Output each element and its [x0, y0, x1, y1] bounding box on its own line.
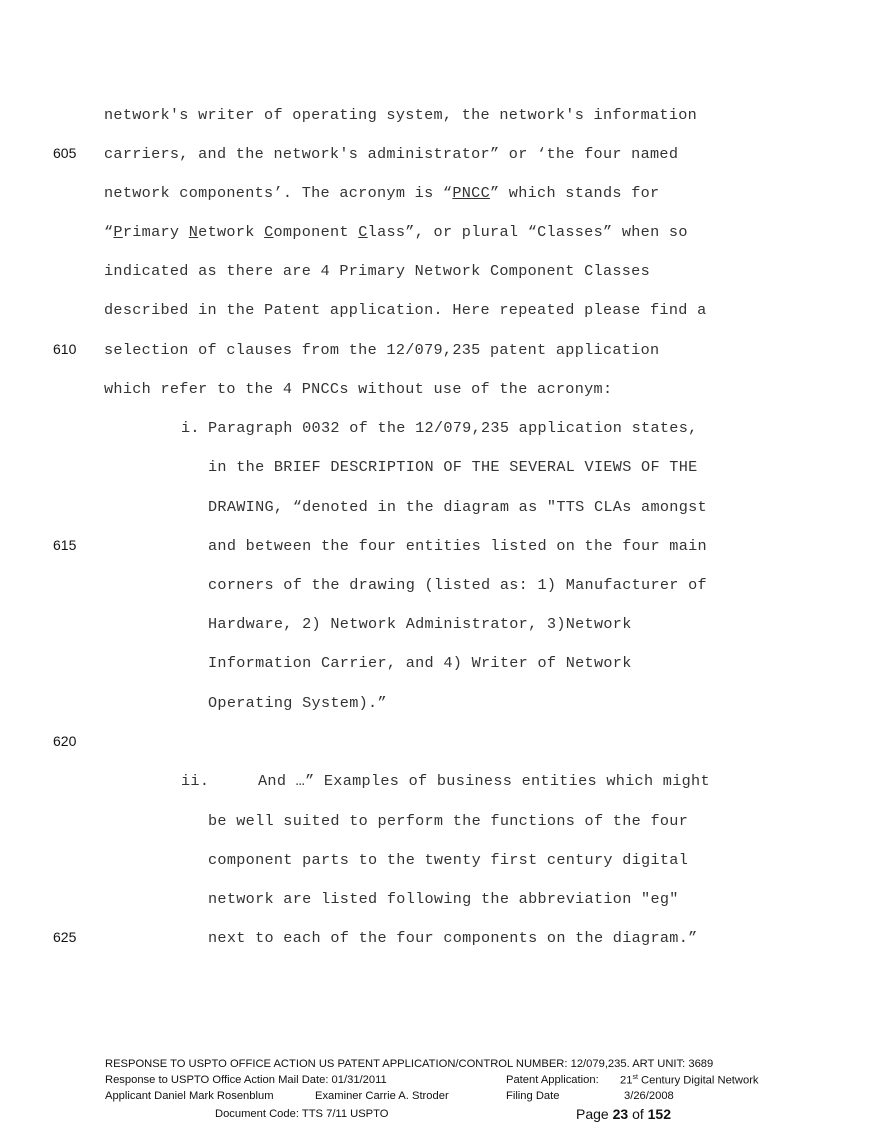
list-item-i-line: Information Carrier, and 4) Writer of Network [208, 654, 632, 672]
list-marker-ii: ii. [181, 772, 210, 790]
list-marker-i: i. [181, 419, 200, 437]
list-item-ii-line: be well suited to perform the functions of the four [208, 812, 689, 830]
footer-filing-date: 3/26/2008 [624, 1090, 674, 1102]
footer-filing-label: Filing Date [506, 1090, 560, 1102]
body-line: “Primary Network Component Class”, or plural “Classes” when so [104, 223, 688, 241]
list-item-i-line: corners of the drawing (listed as: 1) Manufacturer of [208, 576, 707, 594]
body-line: network components’. The acronym is “PNCC” which stands for [104, 184, 660, 202]
footer-applicant: Applicant Daniel Mark Rosenblum [105, 1090, 274, 1102]
list-item-i-line: Operating System).” [208, 694, 387, 712]
footer-mail-date: Response to USPTO Office Action Mail Date: 01/31/2011 [105, 1074, 387, 1086]
body-line: which refer to the 4 PNCCs without use of the acronym: [104, 380, 613, 398]
body-line: network's writer of operating system, the network's information [104, 106, 698, 124]
list-item-i-line: Hardware, 2) Network Administrator, 3)Network [208, 615, 632, 633]
list-item-i-line: and between the four entities listed on the four main [208, 537, 707, 555]
list-item-ii-line: next to each of the four components on the diagram.” [208, 929, 698, 947]
list-item-i-line: Paragraph 0032 of the 12/079,235 application states, [208, 419, 698, 437]
footer-patent-label: Patent Application: [506, 1074, 599, 1086]
body-line: carriers, and the network's administrator” or ‘the four named [104, 145, 679, 163]
footer-application-line: RESPONSE TO USPTO OFFICE ACTION US PATENT APPLICATION/CONTROL NUMBER: 12/079,235. ART UNIT: 3689 [105, 1058, 714, 1070]
line-number-605: 605 [53, 145, 77, 161]
line-number-620: 620 [53, 733, 77, 749]
line-number-610: 610 [53, 341, 77, 357]
list-item-i-line: DRAWING, “denoted in the diagram as "TTS CLAs amongst [208, 498, 707, 516]
footer-page-number: Page 23 of 152 [576, 1106, 671, 1122]
list-item-ii-line: network are listed following the abbreviation "eg" [208, 890, 679, 908]
footer-patent-title: 21st Century Digital Network [620, 1074, 759, 1087]
list-item-ii-line: component parts to the twenty first century digital [208, 851, 689, 869]
list-item-i-line: in the BRIEF DESCRIPTION OF THE SEVERAL VIEWS OF THE [208, 458, 698, 476]
line-number-625: 625 [53, 929, 77, 945]
line-number-615: 615 [53, 537, 77, 553]
body-line: selection of clauses from the 12/079,235 patent application [104, 341, 660, 359]
footer-examiner: Examiner Carrie A. Stroder [315, 1090, 449, 1102]
body-line: indicated as there are 4 Primary Network Component Classes [104, 262, 651, 280]
body-line: described in the Patent application. Here repeated please find a [104, 301, 707, 319]
footer-document-code: Document Code: TTS 7/11 USPTO [215, 1108, 389, 1120]
list-item-ii-line: And …” Examples of business entities which might [258, 772, 710, 790]
acronym-pncc: PNCC [452, 184, 490, 202]
